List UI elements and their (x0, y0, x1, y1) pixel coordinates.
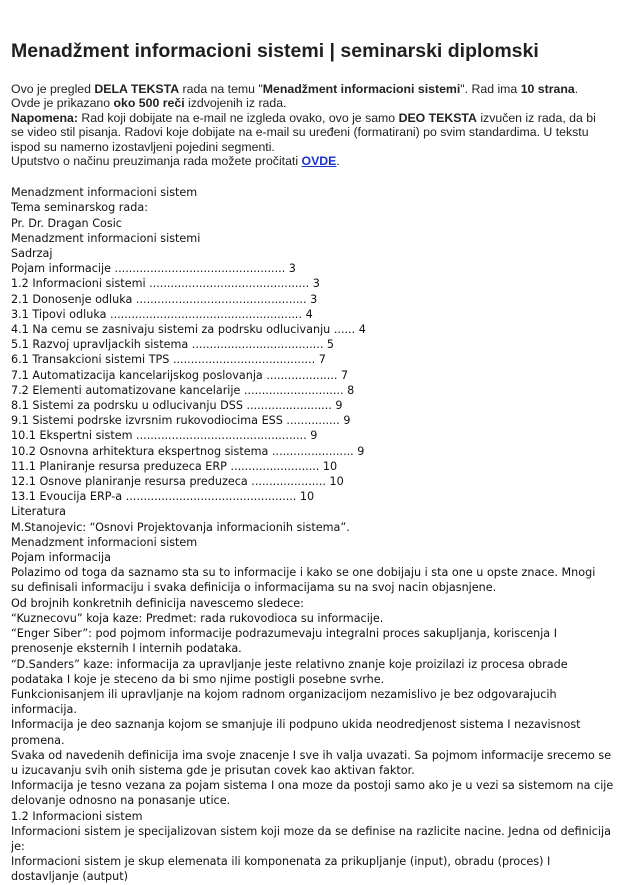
body-line: prenosenje eksternih I internih podataka. (11, 642, 242, 656)
body-line: “Enger Siber”: pod pojmom informacije podrazumevaju integralni proces sakupljanja, koriscenja I (11, 627, 558, 641)
body-line: Pojam informacija (11, 551, 111, 565)
body-line: Pojam informacije ................................................ 3 (11, 262, 296, 276)
intro-text: . (336, 154, 340, 169)
intro-text: . (574, 82, 579, 96)
intro-text: Ovo je pregled (11, 82, 95, 96)
intro-bold: Menadžment informacioni sistemi (262, 82, 461, 96)
intro-notice (11, 82, 635, 168)
intro-line (11, 111, 635, 125)
intro-bold: Napomena: (11, 110, 78, 125)
body-line: 10.1 Ekspertni sistem ................................................ 9 (11, 429, 318, 443)
body-line: “D.Sanders” kaze: informacija za upravljanje jeste relativno znanje koje proizilazi iz procesa obrade (11, 657, 568, 671)
intro-line (11, 96, 635, 110)
intro-text: Ovde je prikazano (11, 96, 114, 111)
body-line: “Kuznecovu” koja kaze: Predmet: rada rukovodioca su informacije. (11, 611, 384, 625)
body-line: 7.1 Automatizacija kancelarijskog poslovanja .................... 7 (11, 368, 349, 382)
intro-bold: DEO TEKSTA (398, 110, 477, 125)
body-line: Funkcionisanjem ili upravljanje na kojom radnom organizacijom nezamislivo je bez odgovarajucih (11, 687, 557, 701)
intro-line (11, 82, 635, 96)
body-line: Svaka od navedenih definicija ima svoje znacenje I sve ih valja uvazati. Sa pojmom informacije srecemo se (11, 748, 612, 762)
intro-line (11, 154, 635, 168)
body-line: Literatura (11, 505, 66, 519)
body-line: Od brojnih konkretnih definicija navescemo sledece: (11, 596, 304, 610)
body-line: Menadzment informacioni sistem (11, 535, 198, 549)
body-line: 4.1 Na cemu se zasnivaju sistemi za podrsku odlucivanju ...... 4 (11, 323, 366, 337)
body-line: 10.2 Osnovna arhitektura ekspertnog sistema ....................... 9 (11, 444, 365, 458)
body-line: 7.2 Elementi automatizovane kancelarije ............................ 8 (11, 383, 355, 397)
body-line: Tema seminarskog rada: (11, 201, 148, 215)
body-line: je: (11, 839, 25, 853)
body-line: 11.1 Planiranje resursa preduzeca ERP ......................... 10 (11, 459, 338, 473)
body-line: Informacioni sistem je skup elemenata ili komponenata za prikupljanje (input), obradu (proces) I (11, 855, 551, 869)
intro-text: rada na temu " (179, 82, 263, 96)
intro-bold: oko 500 reči (113, 96, 185, 111)
intro-bold: 10 strana (520, 82, 575, 96)
body-line: 3.1 Tipovi odluka ...................................................... 4 (11, 307, 313, 321)
body-line: Informacioni sistem je specijalizovan sistem koji moze da se definise na razlicite nacine. Jedna od definicija (11, 824, 612, 838)
body-line: Polazimo od toga da saznamo sta su to informacije i kako se one dobijaju i sta one u opste znace. Mnogi (11, 566, 596, 580)
body-line: podataka I koje je steceno da bi smo njime postigli posebne svrhe. (11, 672, 385, 686)
intro-text: izdvojenih iz rada. (184, 96, 287, 111)
intro-line: ispod su namerno izostavljeni pojedini segmenti. (11, 139, 275, 154)
body-line (11, 170, 635, 185)
body-line: Informacija je tesno vezana za pojam sistema I ona moze da postoji samo ako je u vezi sa sistemom na cije (11, 779, 614, 793)
body-line: informacija. (11, 703, 77, 717)
intro-text: Uputstvo o načinu preuzimanja rada možete pročitati (11, 154, 302, 169)
body-line: 8.1 Sistemi za podrsku u odlucivanju DSS ........................ 9 (11, 399, 343, 413)
intro-text: ". Rad ima (460, 82, 521, 96)
body-line: 13.1 Evoucija ERP-a ................................................ 10 (11, 490, 315, 504)
body-line: u izucavanju svih onih sistema gde je prisutan covek kao aktivan faktor. (11, 763, 415, 777)
body-line: Sadrzaj (11, 247, 53, 261)
document-body (11, 170, 635, 885)
ovde-link[interactable]: OVDE (301, 154, 337, 169)
body-line: 9.1 Sistemi podrske izvrsnim rukovodiocima ESS ............... 9 (11, 414, 351, 428)
body-line: Informacija je deo saznanja kojom se smanjuje ili podpuno ukida neodredjenost sistema I nezavisnost (11, 718, 581, 732)
body-line: Menadzment informacioni sistemi (11, 231, 201, 245)
body-line: M.Stanojevic: “Osnovi Projektovanja informacionih sistema”. (11, 520, 350, 534)
body-line: dostavljanje (autput) (11, 870, 128, 884)
body-line: 12.1 Osnove planiranje resursa preduzeca ..................... 10 (11, 475, 344, 489)
page-title: Menadžment informacioni sistemi | seminarski diplomski (11, 40, 539, 62)
body-line: 6.1 Transakcioni sistemi TPS ........................................ 7 (11, 353, 326, 367)
body-line: 1.2 Informacioni sistemi ............................................. 3 (11, 277, 320, 291)
body-line: 2.1 Donosenje odluka ................................................ 3 (11, 292, 318, 306)
intro-text: Rad koji dobijate na e-mail ne izgleda ovako, ovo je samo (77, 110, 399, 125)
body-line: 5.1 Razvoj upravljackih sistema ..................................... 5 (11, 338, 335, 352)
body-line: delovanje odnosno na ponasanje utice. (11, 794, 231, 808)
body-line: promena. (11, 733, 65, 747)
body-line: 1.2 Informacioni sistem (11, 809, 143, 823)
body-line: su definisali informaciju i svaka definicija o informacijama su na svoj nacin objasnjene. (11, 581, 497, 595)
body-line: Pr. Dr. Dragan Cosic (11, 216, 122, 230)
body-line: Menadzment informacioni sistem (11, 186, 198, 200)
intro-bold: DELA TEKSTA (94, 82, 180, 96)
intro-text: izvučen iz rada, da bi (476, 110, 596, 125)
intro-line: se video stil pisanja. Radovi koje dobijate na e-mail su uređeni (formatirani) po svim standardima. U tekstu (11, 125, 589, 140)
